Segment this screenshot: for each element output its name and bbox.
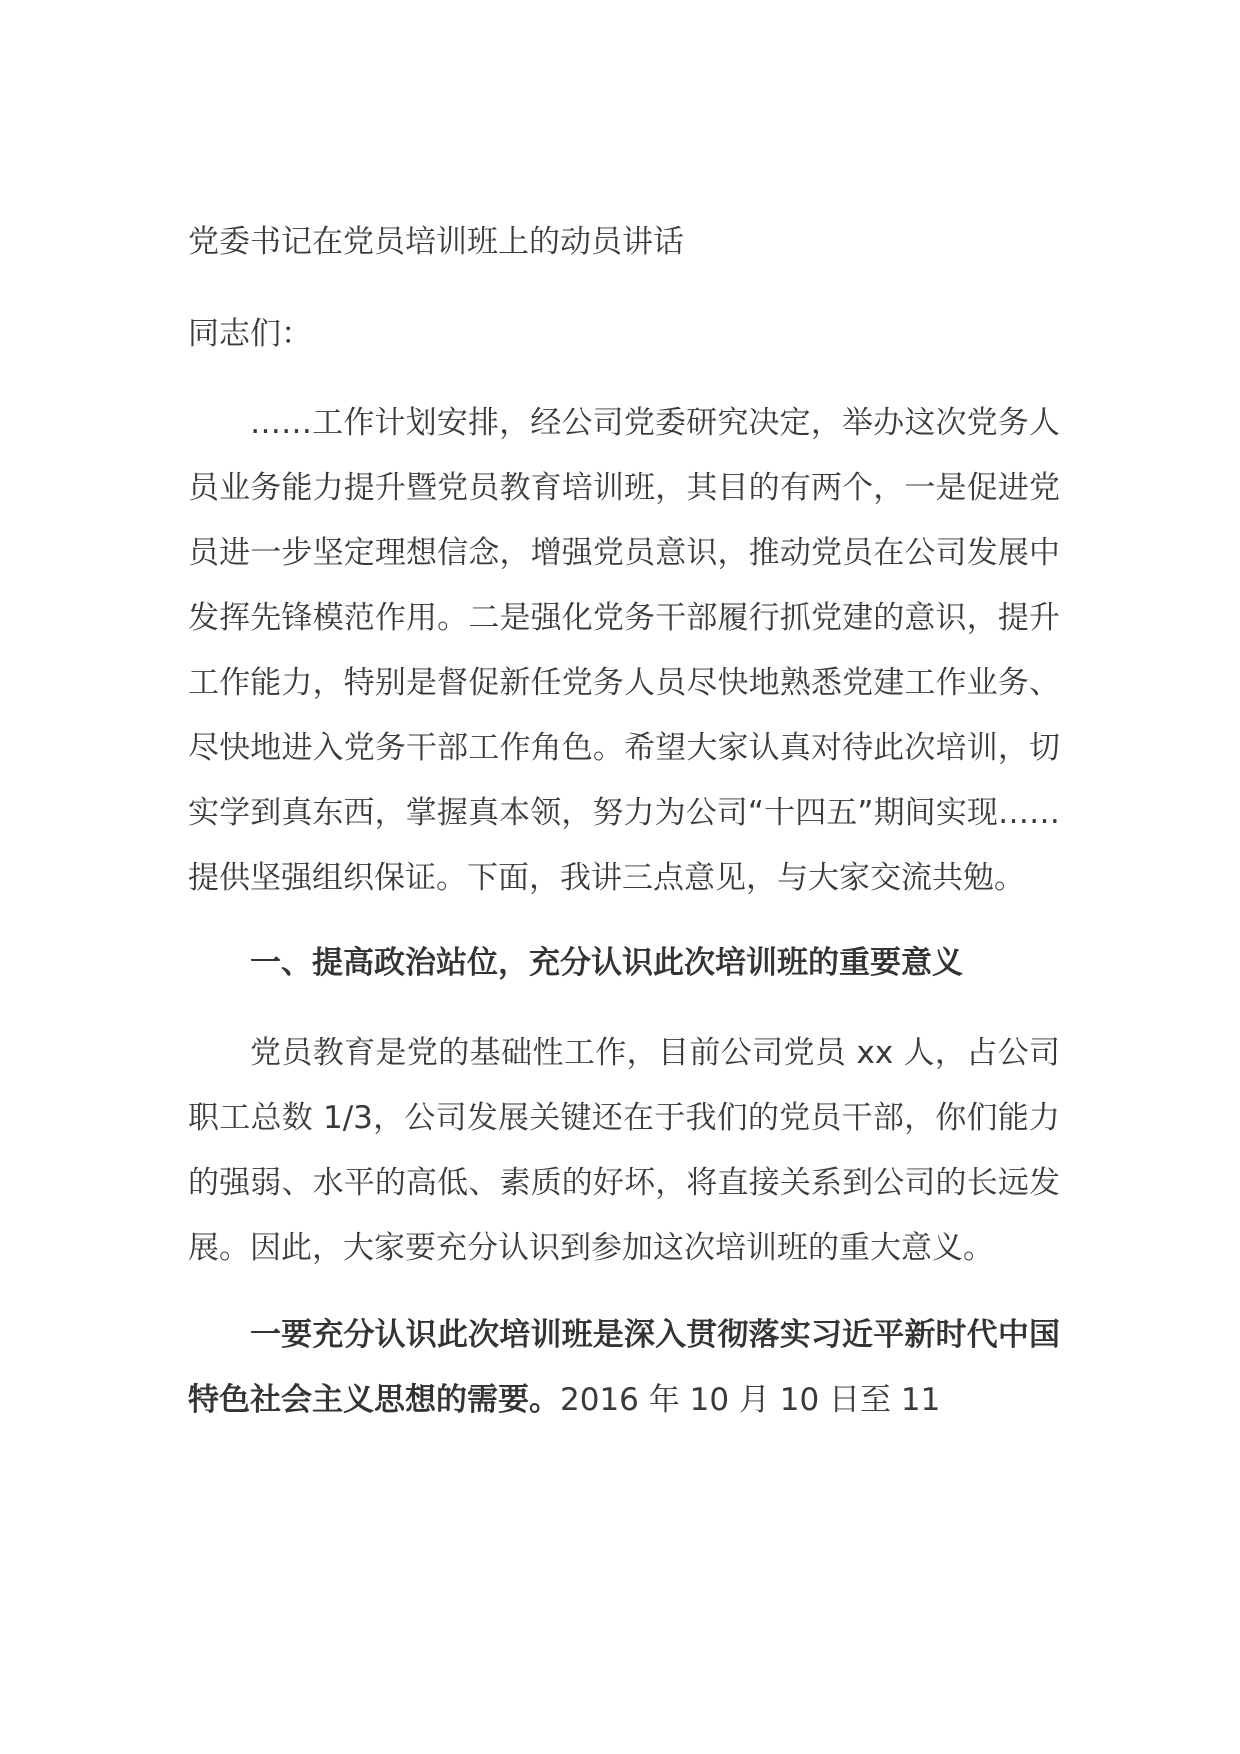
body-paragraph-section1: 党员教育是党的基础性工作，目前公司党员 xx 人，占公司职工总数 1/3，公司发展关键还在于我们的党员干部，你们能力的强弱、水平的高低、素质的好坏，将直接关系到公司的长远发展。因此，大家要充分认识到参加这次培训班的重大意义。 bbox=[188, 1035, 1060, 1266]
document-title: 党委书记在党员培训班上的动员讲话 bbox=[188, 224, 684, 260]
body-paragraph-point1 bbox=[188, 1303, 1060, 1433]
salutation: 同志们： bbox=[188, 316, 312, 352]
body-paragraph-intro: ……工作计划安排，经公司党委研究决定，举办这次党务人员业务能力提升暨党员教育培训班，其目的有两个，一是促进党员进一步坚定理想信念，增强党员意识，推动党员在公司发展中发挥先锋模范作用。二是强化党务干部履行抓党建的意识，提升工作能力，特别是督促新任党务人员尽快地熟悉党建工作业务、尽快地进入党务干部工作角色。希望大家认真对待此次培训，切实学到真东西，掌握真本领，努力为公司“十四五”期间实现……提供坚强组织保证。下面，我讲三点意见，与大家交流共勉。 bbox=[188, 405, 1060, 896]
point1-bold-lead: 一要充分认识此次培训班是深入贯彻落实习近平新时代中国特色社会主义思想的需要。 bbox=[188, 1317, 1060, 1418]
section-heading-1: 一、提高政治站位，充分认识此次培训班的重要意义 bbox=[250, 945, 963, 981]
document-page bbox=[188, 212, 1060, 1455]
point1-text: 2016 年 10 月 10 日至 11 bbox=[560, 1382, 941, 1418]
